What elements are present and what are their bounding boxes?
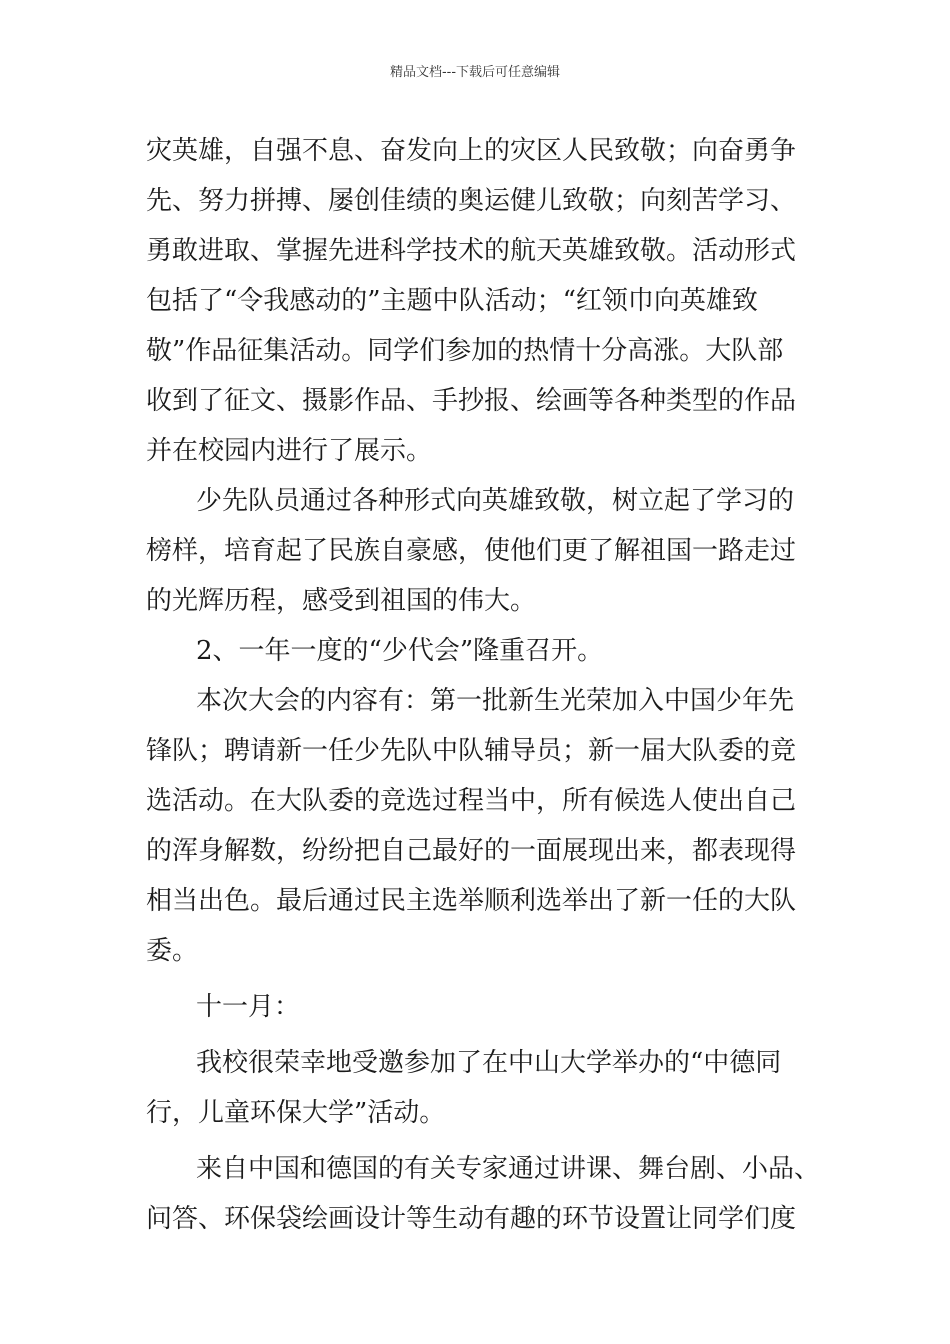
paragraph-start-line: 本次大会的内容有：第一批新生光荣加入中国少年先 (196, 686, 795, 716)
text-line: 并在校园内进行了展示。 (146, 436, 433, 466)
text-line: 灾英雄，自强不息、奋发向上的灾区人民致敬；向奋勇争 (146, 136, 797, 166)
text-line: 选活动。在大队委的竞选过程当中，所有候选人使出自己 (146, 786, 797, 816)
text-line: 勇敢进取、掌握先进科学技术的航天英雄致敬。活动形式 (146, 236, 797, 266)
page-header: 精品文档---下载后可任意编辑 (389, 65, 561, 80)
text-line: 问答、环保袋绘画设计等生动有趣的环节设置让同学们度 (146, 1204, 797, 1234)
document-body (146, 126, 826, 1244)
text-line: 榜样，培育起了民族自豪感，使他们更了解祖国一路走过 (146, 536, 797, 566)
paragraph-start-line: 来自中国和德国的有关专家通过讲课、舞台剧、小品、 (196, 1154, 821, 1184)
text-line: 委。 (146, 936, 199, 966)
text-line: 行，儿童环保大学”活动。 (146, 1098, 446, 1128)
text-line: 相当出色。最后通过民主选举顺利选举出了新一任的大队 (146, 886, 797, 916)
text-line: 包括了“令我感动的”主题中队活动；“红领巾向英雄致 (146, 286, 758, 316)
paragraph-start-line: 少先队员通过各种形式向英雄致敬，树立起了学习的 (196, 486, 795, 516)
month-heading-line: 十一月： (196, 992, 301, 1022)
text-line: 锋队；聘请新一任少先队中队辅导员；新一届大队委的竞 (146, 736, 797, 766)
text-line: 的浑身解数，纷纷把自己最好的一面展现出来，都表现得 (146, 836, 797, 866)
text-line: 的光辉历程，感受到祖国的伟大。 (146, 586, 537, 616)
text-line: 收到了征文、摄影作品、手抄报、绘画等各种类型的作品 (146, 386, 797, 416)
paragraph-start-line: 我校很荣幸地受邀参加了在中山大学举办的“中德同 (196, 1048, 782, 1078)
text-line: 敬”作品征集活动。同学们参加的热情十分高涨。大队部 (146, 336, 784, 366)
text-line: 先、努力拼搏、屡创佳绩的奥运健儿致敬；向刻苦学习、 (146, 186, 797, 216)
section-heading-line: 2、一年一度的“少代会”隆重召开。 (196, 636, 604, 666)
